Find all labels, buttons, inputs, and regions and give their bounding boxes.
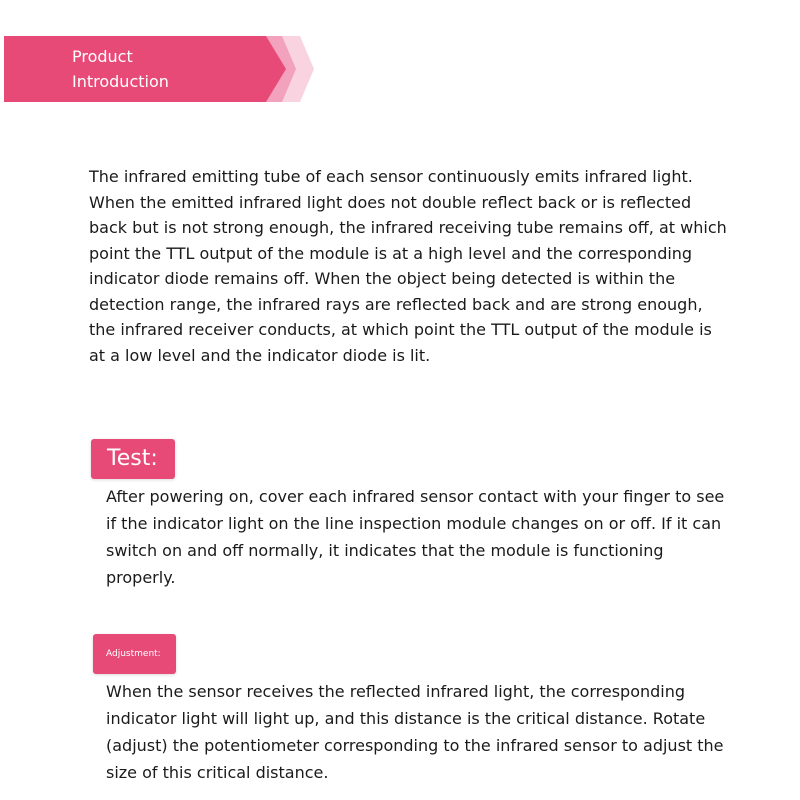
adjustment-paragraph: When the sensor receives the reflected infrared light, the corresponding indicator light will light up, and this distance is the critical distance. Rotate (adjust) the potentiometer corresponding to the infrared sensor to adjust the size of this critical distance.: [106, 682, 724, 782]
intro-paragraph: The infrared emitting tube of each sensor continuously emits infrared light. When the emitted infrared light does not double reflect back or is reflected back but is not strong enough, the infrared receiving tube remains off, at which point the TTL output of the module is at a high level and the corresponding indicator diode remains off. When the object being detected is within the detection range, the infrared rays are reflected back and are strong enough, the infrared receiver conducts, at which point the TTL output of the module is at a low level and the indicator diode is lit.: [89, 167, 727, 365]
banner-title-line2: Introduction: [72, 72, 169, 91]
banner-title: [72, 44, 169, 94]
section-header-banner: [4, 36, 314, 102]
banner-title-line1: Product: [72, 47, 133, 66]
test-paragraph: After powering on, cover each infrared sensor contact with your finger to see if the indicator light on the line inspection module changes on or off. If it can switch on and off normally, it indicates that the module is functioning properly.: [106, 487, 725, 587]
adjustment-section-label: Adjustment:: [93, 634, 176, 674]
test-section-label: Test:: [91, 439, 175, 479]
